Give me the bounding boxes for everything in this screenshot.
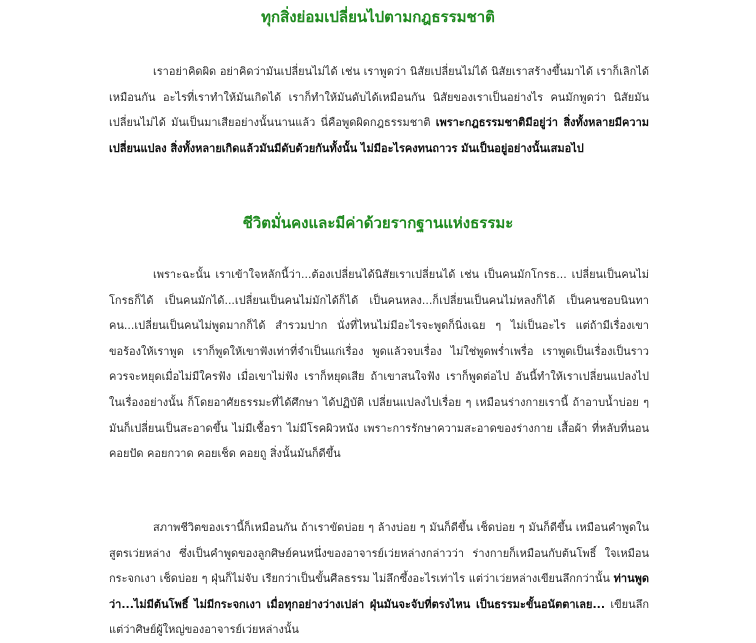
section-heading-nature-change: ทุกสิ่งย่อมเปลี่ยนไปตามกฎธรรมชาติ: [261, 8, 495, 26]
section-heading-stable-life: ชีวิตมั่นคงและมีค่าด้วยรากฐานแห่งธรรมะ: [242, 214, 514, 232]
paragraph-change-habits: [109, 262, 649, 467]
paragraph-wei-lang: [109, 515, 649, 643]
paragraph-emphasis: ท่านพูดว่า...ไม่มีต้นโพธิ์ ไม่มีกระจกเงา เมื่อทุกอย่างว่างเปล่า ฝุ่นมันจะจับที่ตรงไหน เป็นธรรมะขั้นอนัตตาเลย...: [109, 572, 649, 611]
paragraph-nature-change: [109, 59, 649, 161]
paragraph-emphasis: เพราะกฎธรรมชาติมีอยู่ว่า สิ่งทั้งหลายมีความเปลี่ยนแปลง สิ่งทั้งหลายเกิดแล้วมันมีดับด้วยกันทั้งนั้น ไม่มีอะไรคงทนถาวร มันเป็นอยู่อย่างนั้นเสมอไป: [109, 116, 650, 155]
paragraph-text: เพราะฉะนั้น เราเข้าใจหลักนี้ว่า...ต้องเปลี่ยนได้นิสัยเราเปลี่ยนได้ เช่น เป็นคนมักโกรธ... เปลี่ยนเป็นคนไม่โกรธก็ได้ เป็นคนมักได้...เปลี่ยนเป็นคนไม่มักได้ก็ได้ เป็นคนหลง...ก็เปลี่ยนเป็นคนไม่หลงก็ได้ เป็นคนชอบนินทาคน...เปลี่ยนเป็นคนไม่พูดมากก็ได้ สำรวมปาก นั่งที่ไหนไม่มีอะไรจะพูดก็นิ่งเฉย ๆ ไม่เป็นอะไร แต่ถ้ามีเรื่องเขาขอร้องให้เราพูด เราก็พูดให้เขาฟังเท่าที่จำเป็นแก่เรื่อง พูดแล้วจบเรื่อง ไม่ใช่พูดพร่ำเพรื่อ เราพูดเป็นเรื่องเป็นราว ควรจะหยุดเมื่อไม่มีใครฟัง เมื่อเขาไม่ฟัง เราก็หยุดเสีย ถ้าเขาสนใจฟัง เราก็พูดต่อไป อันนี้ทำให้เราเปลี่ยนแปลงไปในเรื่องอย่างนั้น ก็โดยอาศัยธรรมะที่ได้ศึกษา ได้ปฏิบัติ เปลี่ยนแปลงไปเรื่อย ๆ เหมือนร่างกายเรานี้ ถ้าอาบน้ำบ่อย ๆ มันก็เปลี่ยนเป็นสะอาดขึ้น ไม่มีเชื้อรา ไม่มีโรคผิวหนัง เพราะการรักษาความสะอาดของร่างกาย เสื้อผ้า ที่หลับที่นอน คอยปัด คอยกวาด คอยเช็ด คอยถู สิ่งนั้นมันก็ดีขึ้น: [109, 268, 649, 461]
paragraph-text: สภาพชีวิตของเรานี้ก็เหมือนกัน ถ้าเราขัดบ่อย ๆ ล้างบ่อย ๆ มันก็ดีขึ้น เช็ดบ่อย ๆ มันก็ดีขึ้น เหมือนคำพูดในสูตรเว่ยหล่าง ซึ่งเป็นคำพูดของลูกศิษย์คนหนึ่งของอาจารย์เว่ยหล่างกล่าวว่า ร่างกายก็เหมือนกับต้นโพธิ์ ใจเหมือนกระจกเงา เช็ดบ่อย ๆ ฝุ่นก็ไม่จับ เรียกว่าเป็นขั้นศีลธรรม ไม่ลึกซึ้งอะไรเท่าไร แต่ว่าเว่ยหล่างเขียนลึกกว่านั้น: [109, 521, 649, 586]
paragraph-tail-text: เขียนลึก แต่ว่าศิษย์ผู้ใหญ่ของอาจารย์เว่ยหล่างนั้น: [109, 597, 649, 637]
paragraph-text: เราอย่าคิดผิด อย่าคิดว่ามันเปลี่ยนไม่ได้ เช่น เราพูดว่า นิสัยเปลี่ยนไม่ได้ นิสัยเราสร้างขึ้นมาได้ เราก็เลิกได้เหมือนกัน อะไรที่เราทำให้มันเกิดได้ เราก็ทำให้มันดับได้เหมือนกัน นิสัยของเราเป็นอย่างไร คนมักพูดว่า นิสัยมันเปลี่ยนไม่ได้ มันเป็นมาเสียอย่างนั้นนานแล้ว นี่คือพูดผิดกฎธรรมชาติ: [109, 65, 649, 130]
